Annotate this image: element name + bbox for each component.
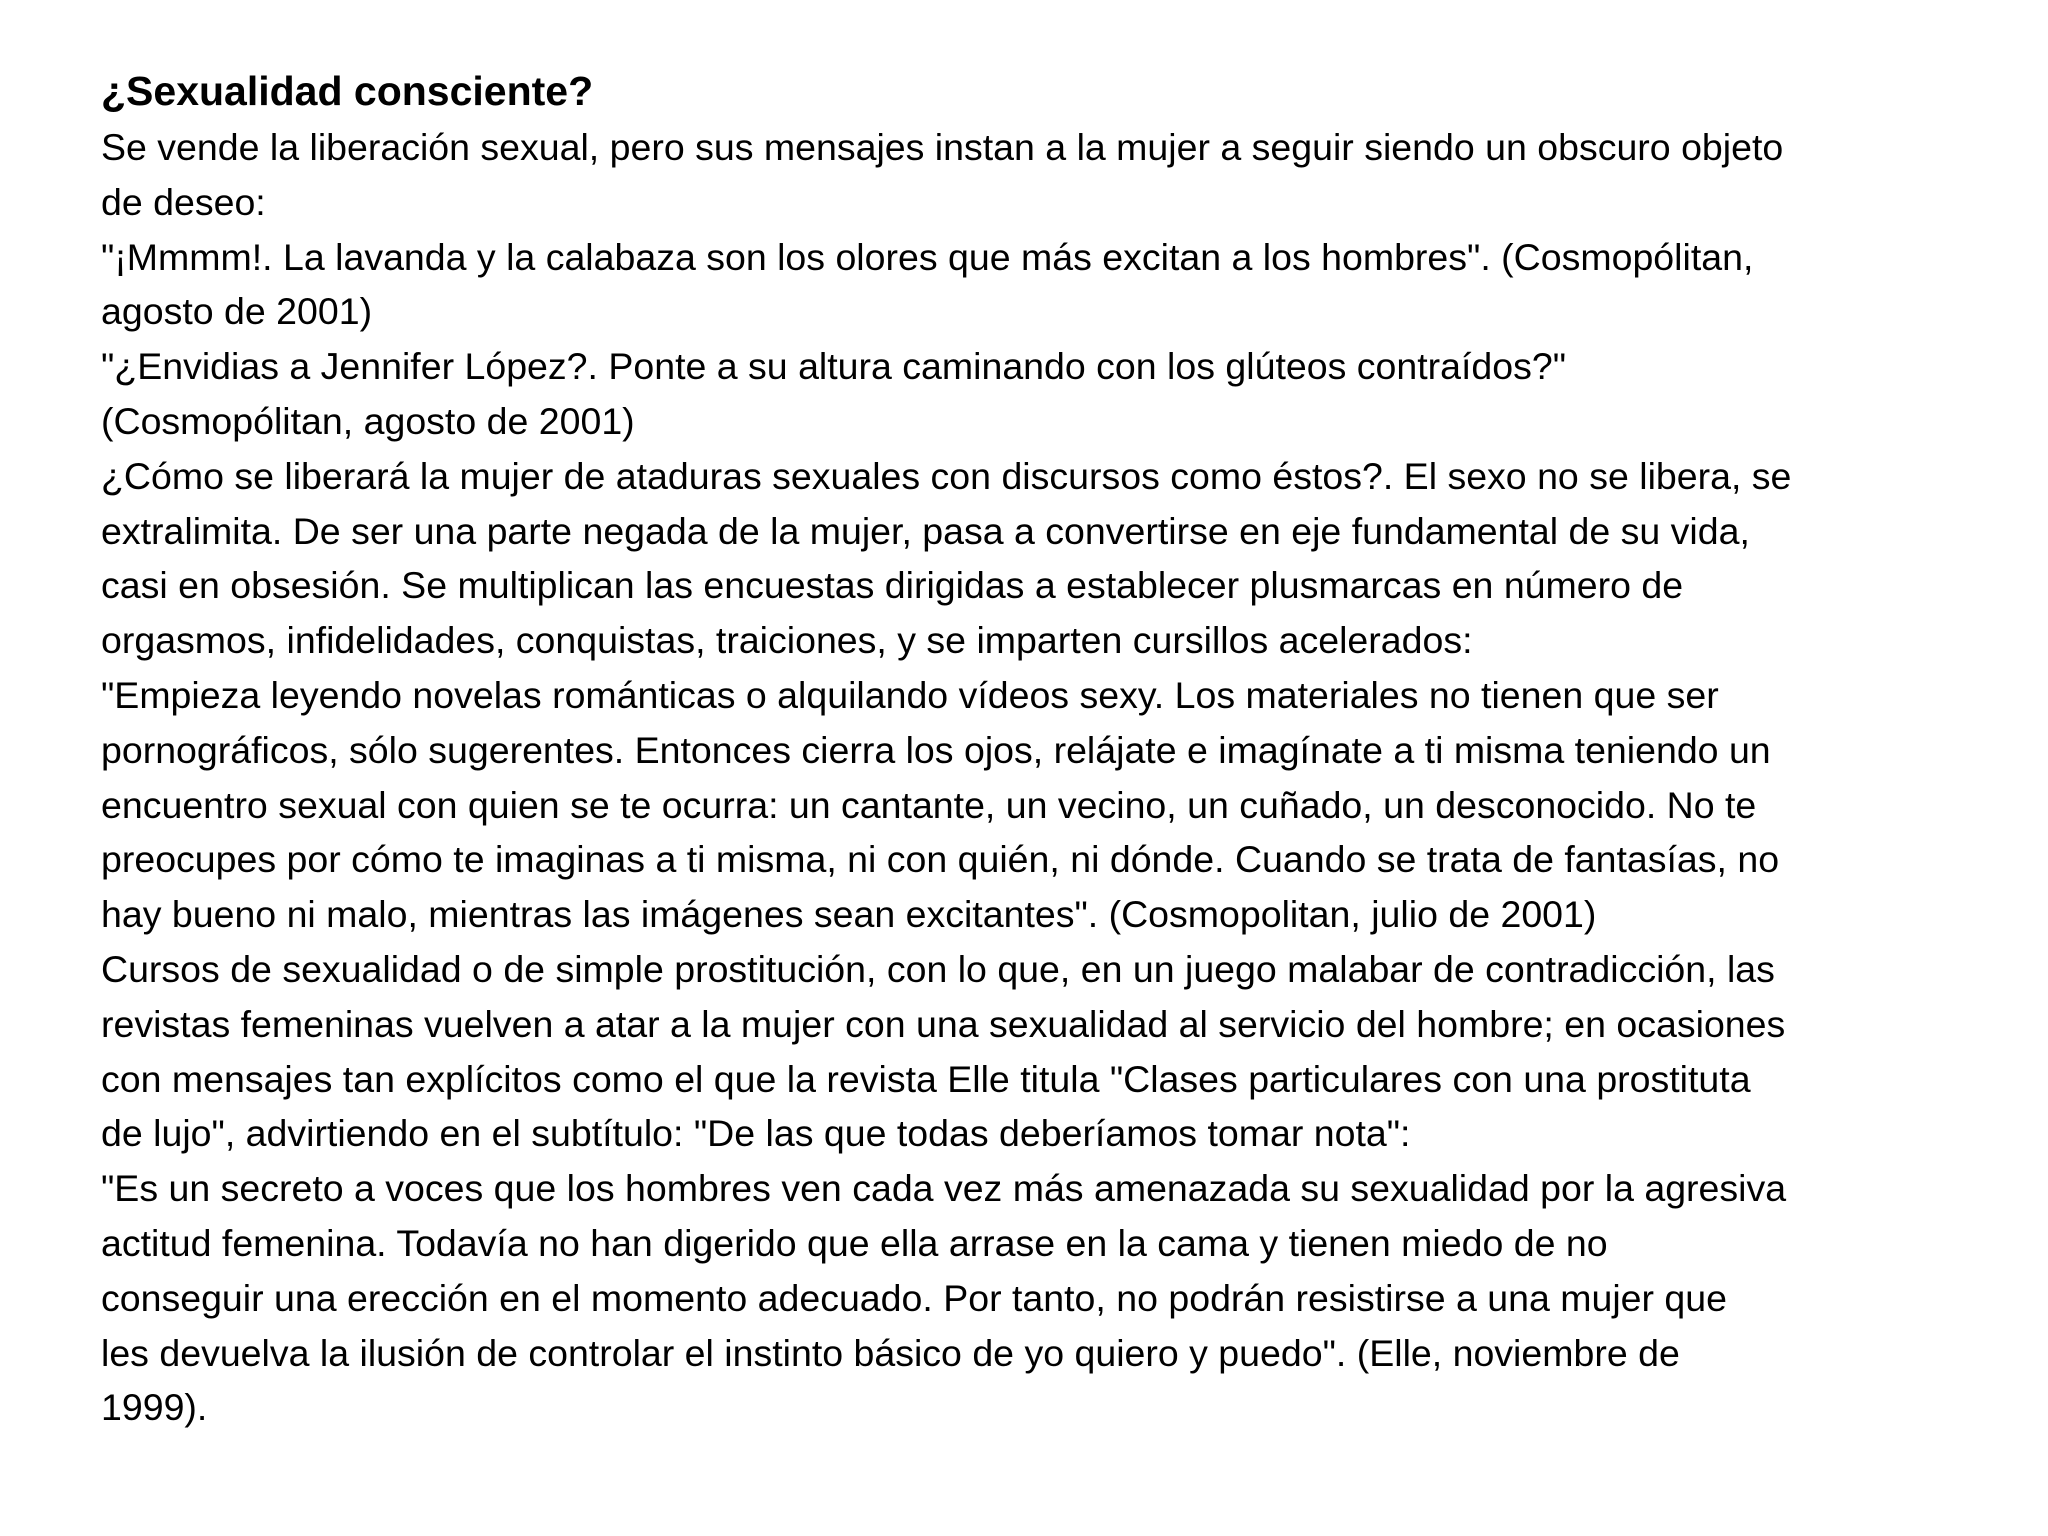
quote-elle	[101, 1161, 1981, 1435]
quote-jennifer-lopez	[101, 339, 1981, 449]
text-line: "¿Envidias a Jennifer López?. Ponte a su altura caminando con los glúteos contraídos?"	[101, 345, 1567, 388]
text-line: conseguir una erección en el momento adecuado. Por tanto, no podrán resistirse a una mujer que	[101, 1276, 1727, 1319]
document-title: ¿Sexualidad consciente?	[101, 68, 594, 114]
paragraph-cursos	[101, 942, 1981, 1161]
quote-novelas	[101, 668, 1981, 942]
text-line: preocupes por cómo te imaginas a ti misma, ni con quién, ni dónde. Cuando se trata de fantasías, no	[101, 838, 1780, 881]
text-line: con mensajes tan explícitos como el que la revista Elle titula "Clases particulares con una prostituta	[101, 1057, 1751, 1100]
text-line: agosto de 2001)	[101, 290, 373, 333]
document-page	[101, 62, 1981, 1435]
paragraph-intro	[101, 120, 1981, 230]
text-line: (Cosmopólitan, agosto de 2001)	[101, 399, 635, 442]
text-line: casi en obsesión. Se multiplican las encuestas dirigidas a establecer plusmarcas en número de	[101, 564, 1684, 607]
text-line: 1999).	[101, 1386, 208, 1429]
text-line: "Empieza leyendo novelas románticas o alquilando vídeos sexy. Los materiales no tienen que ser	[101, 673, 1719, 716]
quote-lavanda	[101, 230, 1981, 340]
text-line: les devuelva la ilusión de controlar el instinto básico de yo quiero y puedo". (Elle, noviembre de	[101, 1331, 1680, 1374]
text-line: encuentro sexual con quien se te ocurra: un cantante, un vecino, un cuñado, un desconocido. No te	[101, 783, 1757, 826]
text-line: hay bueno ni malo, mientras las imágenes sean excitantes". (Cosmopolitan, julio de 2001)	[101, 893, 1597, 936]
text-line: pornográficos, sólo sugerentes. Entonces cierra los ojos, relájate e imagínate a ti misma teniendo un	[101, 728, 1771, 771]
text-line: revistas femeninas vuelven a atar a la mujer con una sexualidad al servicio del hombre; en ocasiones	[101, 1002, 1786, 1045]
text-line: "¡Mmmm!. La lavanda y la calabaza son los olores que más excitan a los hombres". (Cosmopólitan,	[101, 235, 1754, 278]
text-line: extralimita. De ser una parte negada de la mujer, pasa a convertirse en eje fundamental de su vida,	[101, 509, 1750, 552]
text-line: Cursos de sexualidad o de simple prostitución, con lo que, en un juego malabar de contradicción, las	[101, 947, 1775, 990]
paragraph-liberacion	[101, 449, 1981, 668]
text-line: de deseo:	[101, 180, 266, 223]
text-line: "Es un secreto a voces que los hombres ven cada vez más amenazada su sexualidad por la agresiva	[101, 1167, 1787, 1210]
text-line: actitud femenina. Todavía no han digerido que ella arrase en la cama y tienen miedo de no	[101, 1221, 1608, 1264]
text-line: ¿Cómo se liberará la mujer de ataduras sexuales con discursos como éstos?. El sexo no se libera, se	[101, 454, 1792, 497]
text-line: de lujo", advirtiendo en el subtítulo: "De las que todas deberíamos tomar nota":	[101, 1112, 1411, 1155]
text-line: Se vende la liberación sexual, pero sus mensajes instan a la mujer a seguir siendo un obscuro objeto	[101, 126, 1784, 168]
text-line: orgasmos, infidelidades, conquistas, traiciones, y se imparten cursillos acelerados:	[101, 619, 1473, 662]
